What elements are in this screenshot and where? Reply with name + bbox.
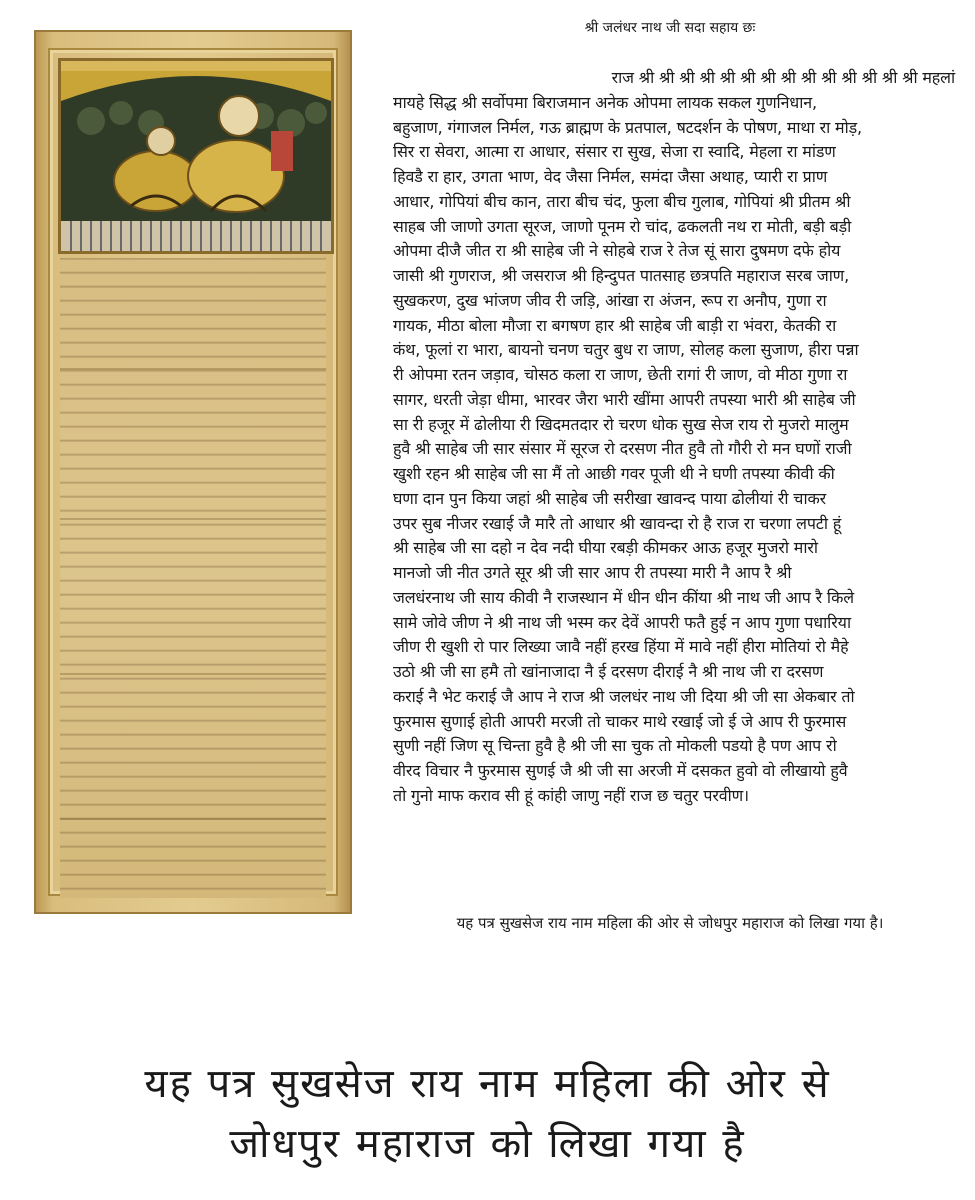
letter-line: साहब जी जाणो उगता सूरज, जाणो पूनम रो चांद, ढकलती नथ रा मोती, बड़ी बड़ी [393, 216, 852, 236]
letter-line: उपर सुब नीजर रखाई जै मारै तो आधार श्री खावन्दा रो है राज रा चरणा लपटी हूं [393, 513, 842, 533]
letter-line: जलधंरनाथ जी साय कीवी नै राजस्थान में धीन धीन कींया श्री नाथ जी आप रै किले [393, 587, 854, 607]
letter-line: फुरमास सुणाई होती आपरी मरजी तो चाकर माथे रखाई जो ई जे आप री फुरमास [393, 711, 847, 731]
page-caption [0, 1054, 975, 1174]
letter-heading: श्री जलंधर नाथ जी सदा सहाय छः [584, 20, 756, 36]
letter-line: सागर, धरती जेड़ा धीमा, भारवर जैरा भारी खींमा आपरी तपस्या भारी श्री साहेब जी [393, 389, 856, 409]
paper-fold [60, 368, 326, 370]
letter-line: बहुजाण, गंगाजल निर्मल, गऊ ब्राह्मण के प्रतपाल, षटदर्शन के पोषण, माथा रा मोड़, [393, 117, 862, 137]
letter-line: सुखकरण, दुख भांजण जीव री जड़ि, आंखा रा अंजन, रूप रा अनौप, गुणा रा [393, 290, 827, 310]
letter-line: मायहे सिद्ध श्री सर्वोपमा बिराजमान अनेक ओपमा लायक सकल गुणनिधान, [393, 92, 817, 112]
handwritten-script-area [60, 258, 326, 898]
letter-line: गायक, मीठा बोला मौजा रा बगषण हार श्री साहेब जी बाड़ी रा भंवरा, केतकी रा [393, 315, 837, 335]
letter-line: तो गुनो माफ कराव सी हूं कांही जाणु नहीं राज छ चतुर परवीण। [393, 785, 749, 805]
letter-line: हिवडै रा हार, उगता भाण, वेद जैसा निर्मल, समंदा जैसा अथाह, प्यारी रा प्राण [393, 167, 828, 186]
letter-line: वीरद विचार नै फुरमास सुणई जै श्री जी सा अरजी में दसकत हुवो वो लीखायो हुवै [393, 761, 848, 780]
letter-line: आधार, गोपियां बीच कान, तारा बीच चंद, फुला बीच गुलाब, गोपियां श्री प्रीतम श्री [393, 191, 851, 211]
letter-line: घणा दान पुन किया जहां श्री साहेब जी सरीखा खावन्द पाया ढोलीयां री चाकर [393, 488, 826, 508]
letter-line: राज श्री श्री श्री श्री श्री श्री श्री श्री श्री श्री श्री श्री श्री श्री महलां [611, 68, 955, 87]
letter-line: खुशी रहन श्री साहेब जी सा मैं तो आछी गवर पूजी थी ने घणी तपस्या कीवी की [393, 464, 835, 483]
letter-line: जासी श्री गुणराज, श्री जसराज श्री हिन्दुपत पातसाह छत्रपति महाराज सरब जाण, [393, 266, 850, 285]
letter-line: सामे जोवे जीण ने श्री नाथ जी भस्म कर देवें आपरी फतै हुई न आप गुणा पधारिया [393, 612, 851, 632]
letter-line: हुवै श्री साहेब जी सार संसार में सूरज रो दरसण नीत हुवै तो गौरी रो मन घणों राजी [393, 439, 852, 459]
letter-line: जीण री खुशी रो पार लिख्या जावै नहीं हरख हिंया में मावे नहीं हीरा मोतियां रो मैहे [393, 637, 849, 657]
paper-fold [60, 818, 326, 820]
letter-line: सुणी नहीं जिण सू चिन्ता हुवै है श्री जी सा चुक तो मोकली पडयो है पण आप रो [393, 736, 837, 756]
letter-body [393, 66, 955, 809]
letter-line: कंथ, फूलां रा भारा, बायनो चनण चतुर बुध रा जाण, सोलह कला सुजाण, हीरा पन्ना [393, 340, 859, 360]
caption-line-2: जोधपुर महाराज को लिखा गया है [229, 1121, 746, 1167]
letter-line: कराई नै भेट कराई जै आप ने राज श्री जलधंर नाथ जी दिया श्री जी सा अेकबार तो [393, 686, 855, 706]
letter-line: री ओपमा रतन जड़ाव, चोसठ कला रा जाण, छेती रागां री जाण, वो मीठा गुणा रा [393, 365, 848, 384]
paper-fold [60, 518, 326, 520]
letter-line: उठो श्री जी सा हमै तो खांनाजादा नै ई दरसण दीराई नै श्री नाथ जी रा दरसण [393, 662, 824, 681]
miniature-painting [58, 58, 334, 254]
letter-line: सा री हजूर में ढोलीया री खिदमतदार रो चरण धोक सुख सेज राय रो मुजरो मालुम [393, 414, 849, 434]
letter-note: यह पत्र सुखसेज राय नाम महिला की ओर से जोधपुर महाराज को लिखा गया है। [456, 914, 884, 932]
paper-fold [60, 673, 326, 675]
letter-line: ओपमा दीजै जीत रा श्री साहेब जी ने सोहबे राज रे तेज सूं सारा दुषमण दफे होय [393, 241, 841, 261]
letter-line: मानजो जी नीत उगते सूर श्री जी सार आप री तपस्या मारी नै आप रै श्री [393, 563, 792, 582]
manuscript-image [34, 30, 352, 914]
letter-line: श्री साहेब जी सा दहो न देव नदी घीया रबड़ी कीमकर आऊ हजूर मुजरो मारो [393, 538, 818, 558]
letter-line: सिर रा सेवरा, आत्मा रा आधार, संसार रा सुख, सेजा रा स्वादि, मेहला रा मांडण [393, 142, 836, 162]
caption-line-1: यह पत्र सुखसेज राय नाम महिला की ओर से [144, 1061, 831, 1107]
